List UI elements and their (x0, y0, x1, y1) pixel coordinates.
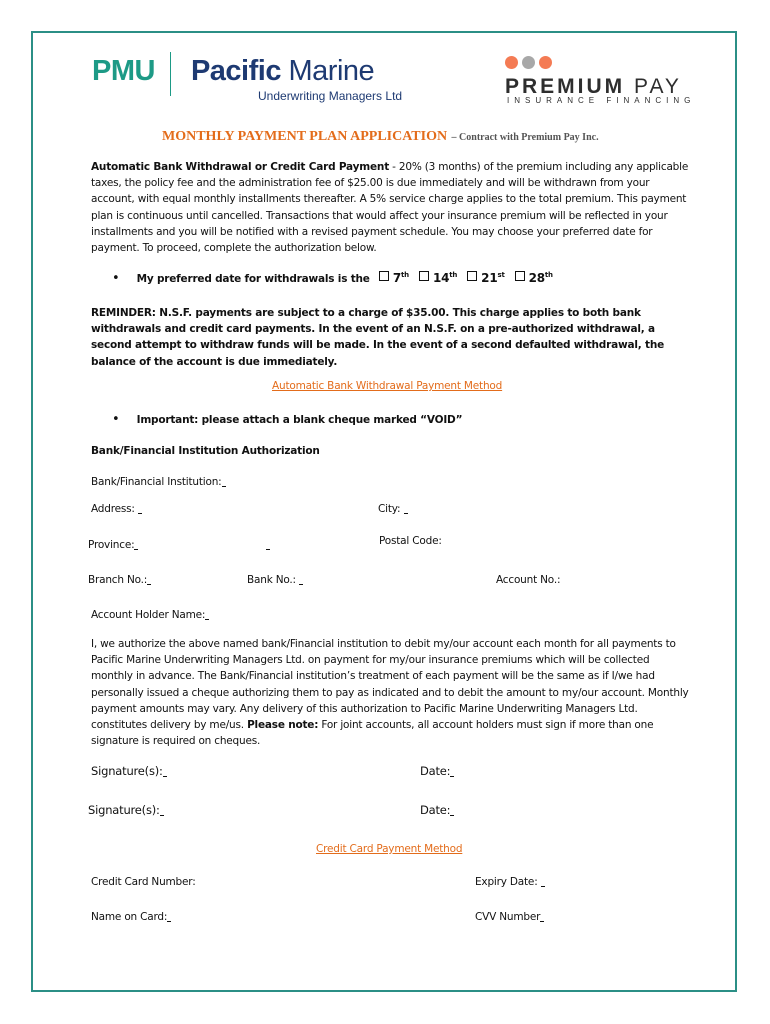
form-title: MONTHLY PAYMENT PLAN APPLICATION (162, 129, 448, 144)
institution-field[interactable] (91, 476, 226, 488)
checkbox-7th[interactable] (379, 271, 389, 281)
date-21-suffix: st (497, 271, 505, 279)
logo-divider (170, 52, 171, 96)
bullet-icon: • (112, 412, 120, 427)
account-holder-label: Account Holder Name: (91, 609, 206, 621)
institution-label: Bank/Financial Institution: (91, 476, 222, 488)
city-field[interactable] (378, 503, 408, 515)
bank-no-label: Bank No.: (247, 574, 296, 586)
account-holder-field[interactable] (91, 609, 209, 621)
credit-card-section-title: Credit Card Payment Method (316, 843, 463, 855)
address-label: Address: (91, 503, 135, 515)
date-14-suffix: th (449, 271, 458, 279)
card-number-field[interactable] (91, 876, 196, 888)
name-on-card-label: Name on Card: (91, 911, 168, 923)
preferred-date-label: My preferred date for withdrawals is the (136, 273, 370, 285)
bank-no-field[interactable] (247, 574, 303, 586)
cvv-label: CVV Number (475, 911, 541, 923)
important-note-row (112, 412, 462, 427)
intro-bold: Automatic Bank Withdrawal or Credit Card Payment (91, 161, 390, 173)
page-title (162, 127, 599, 145)
nsf-reminder: REMINDER: N.S.F. payments are subject to a charge of $35.00. This charge applies to both bank withdrawals and credit card payments. In the event of an N.S.F. on a pre-authorized withdrawal, a second attempt to withdraw funds will be made. In the event of a second defaulted withdrawal, the balance of the account is due immediately. (91, 307, 665, 368)
signature-field-1[interactable] (91, 764, 167, 778)
signature-label: Signature(s): (91, 764, 163, 778)
date-label: Date: (420, 764, 451, 778)
date-field-1[interactable] (420, 764, 454, 778)
premium-pay-logo-bold: PREMIUM (505, 75, 626, 98)
dot-icon (539, 56, 552, 69)
bank-withdrawal-section-title: Automatic Bank Withdrawal Payment Method (272, 380, 503, 392)
dot-icon (522, 56, 535, 69)
pmu-logo-subtitle: Underwriting Managers Ltd (258, 89, 403, 103)
marine-logo-text: Marine (288, 55, 375, 87)
pmu-logo (92, 55, 374, 88)
date-7-suffix: th (401, 271, 409, 279)
province-field[interactable] (88, 539, 270, 551)
date-7: 7 (392, 271, 402, 285)
checkbox-28th[interactable] (515, 271, 525, 281)
premium-pay-logo-rest: PAY (634, 75, 682, 98)
name-on-card-field[interactable] (91, 911, 171, 923)
preferred-date-row (112, 271, 553, 286)
address-field[interactable] (91, 503, 142, 515)
bullet-icon: • (112, 271, 120, 286)
branch-no-label: Branch No.: (88, 574, 148, 586)
city-label: City: (378, 503, 401, 515)
premium-pay-dots-icon (505, 56, 556, 74)
intro-text: - 20% (3 months) of the premium including any applicable taxes, the policy fee and the administration fee of $25.00 is due immediately and will be withdrawn from your account, with equal monthly installments thereafter. A 5% service charge applies to the total premium. This payment plan is continuous until cancelled. Transactions that would affect your insurance premium will be reflected in your installments and you will be notified with a revised payment schedule. You may choose your preferred date for payment. To proceed, complete the authorization below. (91, 161, 689, 255)
expiry-date-label: Expiry Date: (475, 876, 538, 888)
card-number-label: Credit Card Number: (91, 876, 196, 888)
note-text: For joint accounts, all account holders must sign if more than one signature is required on cheques. (91, 719, 654, 748)
date-label: Date: (420, 803, 451, 817)
postal-code-field[interactable] (379, 535, 442, 547)
cvv-field[interactable] (475, 911, 544, 923)
expiry-date-field[interactable] (475, 876, 545, 888)
date-21: 21 (481, 271, 498, 285)
important-note: Important: please attach a blank cheque marked “VOID” (136, 414, 463, 426)
checkbox-21st[interactable] (467, 271, 477, 281)
branch-no-field[interactable] (88, 574, 151, 586)
date-28: 28 (528, 271, 545, 285)
postal-code-label: Postal Code: (379, 535, 442, 547)
signature-label: Signature(s): (88, 803, 160, 817)
intro-paragraph (91, 159, 691, 256)
pacific-logo-text: Pacific (190, 55, 281, 87)
checkbox-14th[interactable] (419, 271, 429, 281)
account-no-label: Account No.: (496, 574, 561, 586)
account-no-field[interactable] (496, 574, 560, 586)
date-14: 14 (432, 271, 450, 285)
note-bold: Please note: (247, 719, 319, 732)
date-28-suffix: th (544, 271, 553, 279)
authorization-paragraph (91, 636, 691, 749)
contract-subtitle: – Contract with Premium Pay Inc. (451, 132, 599, 143)
pmu-logo-text: PMU (92, 55, 155, 87)
date-field-2[interactable] (420, 803, 454, 817)
province-label: Province: (88, 539, 135, 551)
signature-field-2[interactable] (88, 803, 164, 817)
bank-auth-title: Bank/Financial Institution Authorization (91, 445, 320, 457)
dot-icon (505, 56, 518, 69)
premium-pay-subtitle: INSURANCE FINANCING (507, 96, 696, 105)
authorization-text: I, we authorize the above named bank/Financial institution to debit my/our account each month for all payments to Pacific Marine Underwriting Managers Ltd. on payment for my/our insurance premiums which will be collected monthly in advance. The Bank/Financial institution’s treatment of each payment will be the same as if I/we had personally issued a cheque authorizing them to pay as indicated and to debit the amount to my/our account. Monthly payment amounts may vary. Any delivery of this authorization to Pacific Marine Underwriting Managers Ltd. constitutes delivery by me/us. (91, 638, 689, 732)
